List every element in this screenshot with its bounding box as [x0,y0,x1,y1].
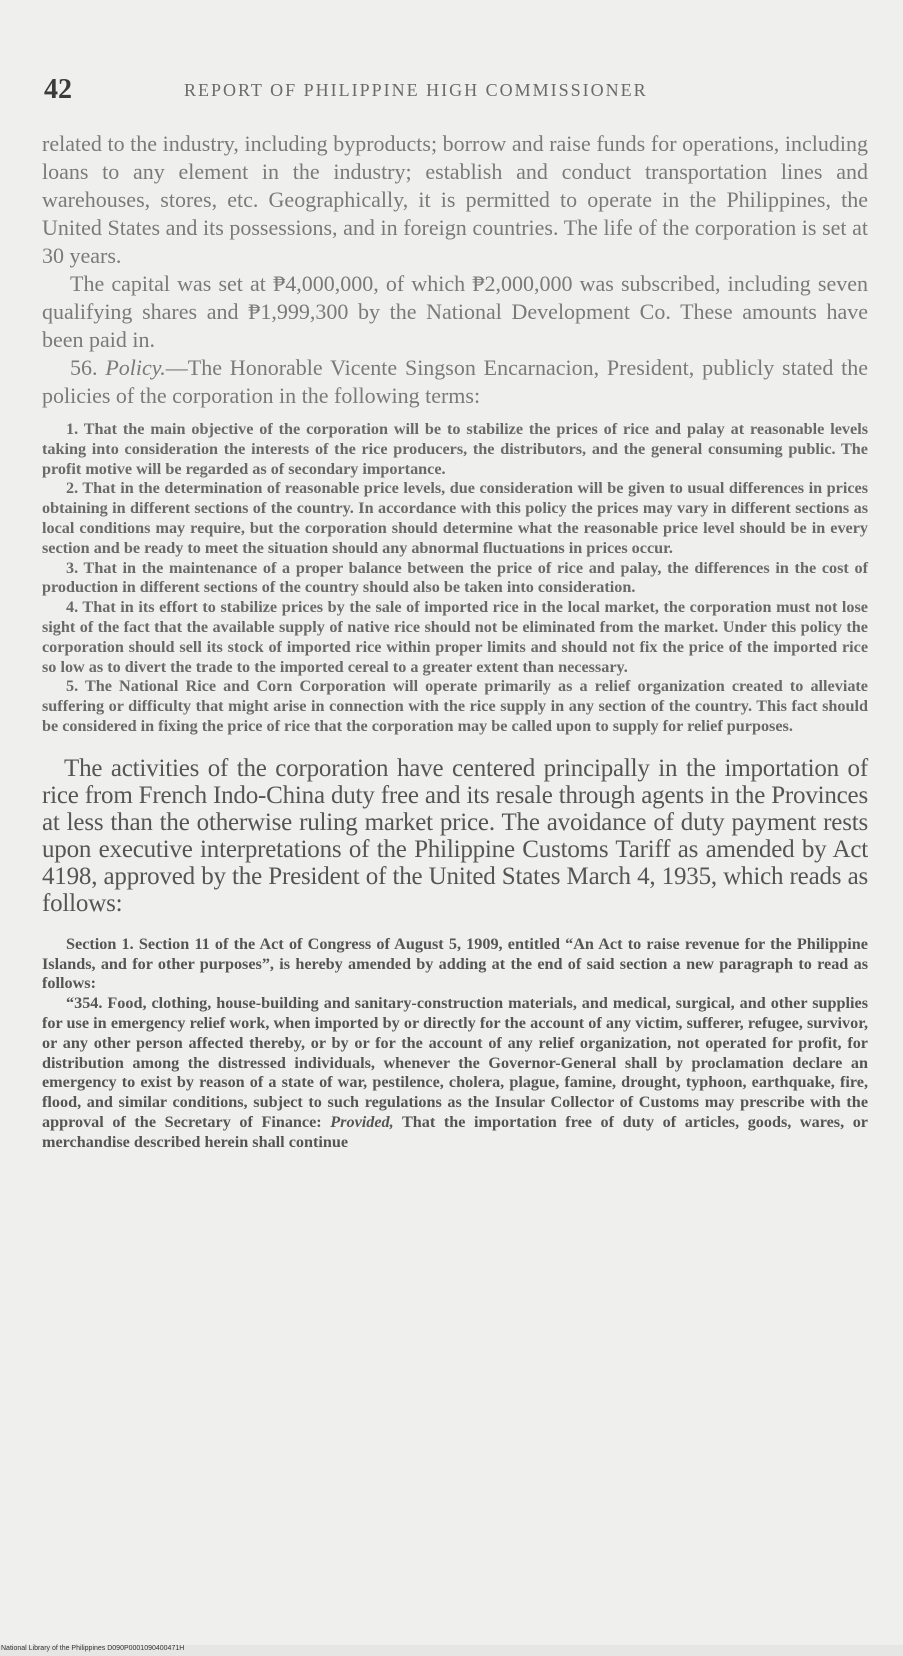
lower-section [42,755,868,1153]
footer-credit: National Library of the Philippines D090P0001090400471H [1,1645,185,1652]
policy-list [42,420,868,737]
policy-item-4: 4. That in its effort to stabilize prices by the sale of imported rice in the local market, the corporation must not lose sight of the fact that the available supply of native rice should not be eliminated from the market. Under this policy the corporation should sell its stock of imported rice within proper limits and should not fix the price of the imported rice so low as to divert the trade to the imported cereal to a greater extent than necessary. [42,598,868,676]
page-header [44,74,874,108]
section-title: Policy. [105,355,166,380]
section-number: 56. [70,355,98,380]
page-content [42,130,868,1153]
statute-section-1: Section 1. Section 11 of the Act of Congress of August 5, 1909, entitled “An Act to raise revenue for the Philippine Islands, and for other purposes”, is hereby amended by adding at the end of said section a new paragraph to read as follows: [42,934,868,993]
policy-item-1: 1. That the main objective of the corporation will be to stabilize the prices of rice and palay at reasonable levels taking into consideration the interests of the rice producers, the distributors, and the general consuming public. The profit motive will be regarded as of secondary importance. [42,420,868,478]
policy-item-3: 3. That in the maintenance of a proper balance between the price of rice and palay, the differences in the cost of production in different sections of the country should also be taken into consideration. [42,558,868,597]
statute-quote [42,935,868,1153]
statute-text: “354. Food, clothing, house-building and sanitary-construction materials, and medical, surgical, and other supplies for use in emergency relief work, when imported by or directly for the account of any victim, sufferer, refugee, survivor, or any other person affected thereby, or by or for the account of any relief organization, not operated for profit, for distribution among the distressed individuals, whenever the Governor-General shall by proclamation declare an emergency to exist by reason of a state of war, pestilence, cholera, plague, famine, drought, typhoon, earthquake, fire, flood, and similar conditions, subject to such regulations as the Insular Collector of Customs may prescribe with the approval of the Secretary of Finance: [42,994,868,1131]
page-number: 42 [44,74,72,105]
running-head: REPORT OF PHILIPPINE HIGH COMMISSIONER [184,80,648,100]
footer-bar [0,1645,903,1656]
paragraph-corporate-powers: related to the industry, including byproducts; borrow and raise funds for operations, including loans to any element in the industry; establish and conduct transportation lines and warehouses, stores, etc. Geographically, it is permitted to operate in the Philippines, the United States and its possessions, and in foreign countries. The life of the corporation is set at 30 years. [42,131,868,268]
policy-item-2: 2. That in the determination of reasonable price levels, due consideration will be given to usual differences in prices obtaining in different sections of the country. In accordance with this policy the prices may vary in different sections as local conditions may require, but the corporation should determine what the reasonable price level should be in every section and be ready to meet the situation should any abnormal fluctuations in prices occur. [42,479,868,557]
proviso-label: Provided, [330,1112,394,1131]
statute-paragraph-354 [42,994,868,1152]
paragraph-capital: The capital was set at ₱4,000,000, of which ₱2,000,000 was subscribed, including seven qualifying shares and ₱1,999,300 by the National Development Co. These amounts have been paid in. [42,271,868,352]
statute-text-continued: That the importation free of duty of articles, goods, wares, or merchandise described herein shall continue [42,1112,868,1151]
policy-intro-text: —The Honorable Vicente Singson Encarnacion, President, publicly stated the policies of the corporation in the following terms: [42,355,869,408]
paragraph-policy-intro [42,354,868,410]
policy-item-5: 5. The National Rice and Corn Corporation will operate primarily as a relief organization created to alleviate suffering or difficulty that might arise in connection with the rice supply in any section of the country. This fact should be considered in fixing the price of rice that the corporation may be called upon to supply for relief purposes. [42,677,868,735]
paragraph-activities: The activities of the corporation have centered principally in the importation of rice from French Indo-China duty free and its resale through agents in the Provinces at less than the otherwise ruling market price. The avoidance of duty payment rests upon executive interpretations of the Philippine Customs Tariff as amended by Act 4198, approved by the President of the United States March 4, 1935, which reads as follows: [42,754,868,917]
